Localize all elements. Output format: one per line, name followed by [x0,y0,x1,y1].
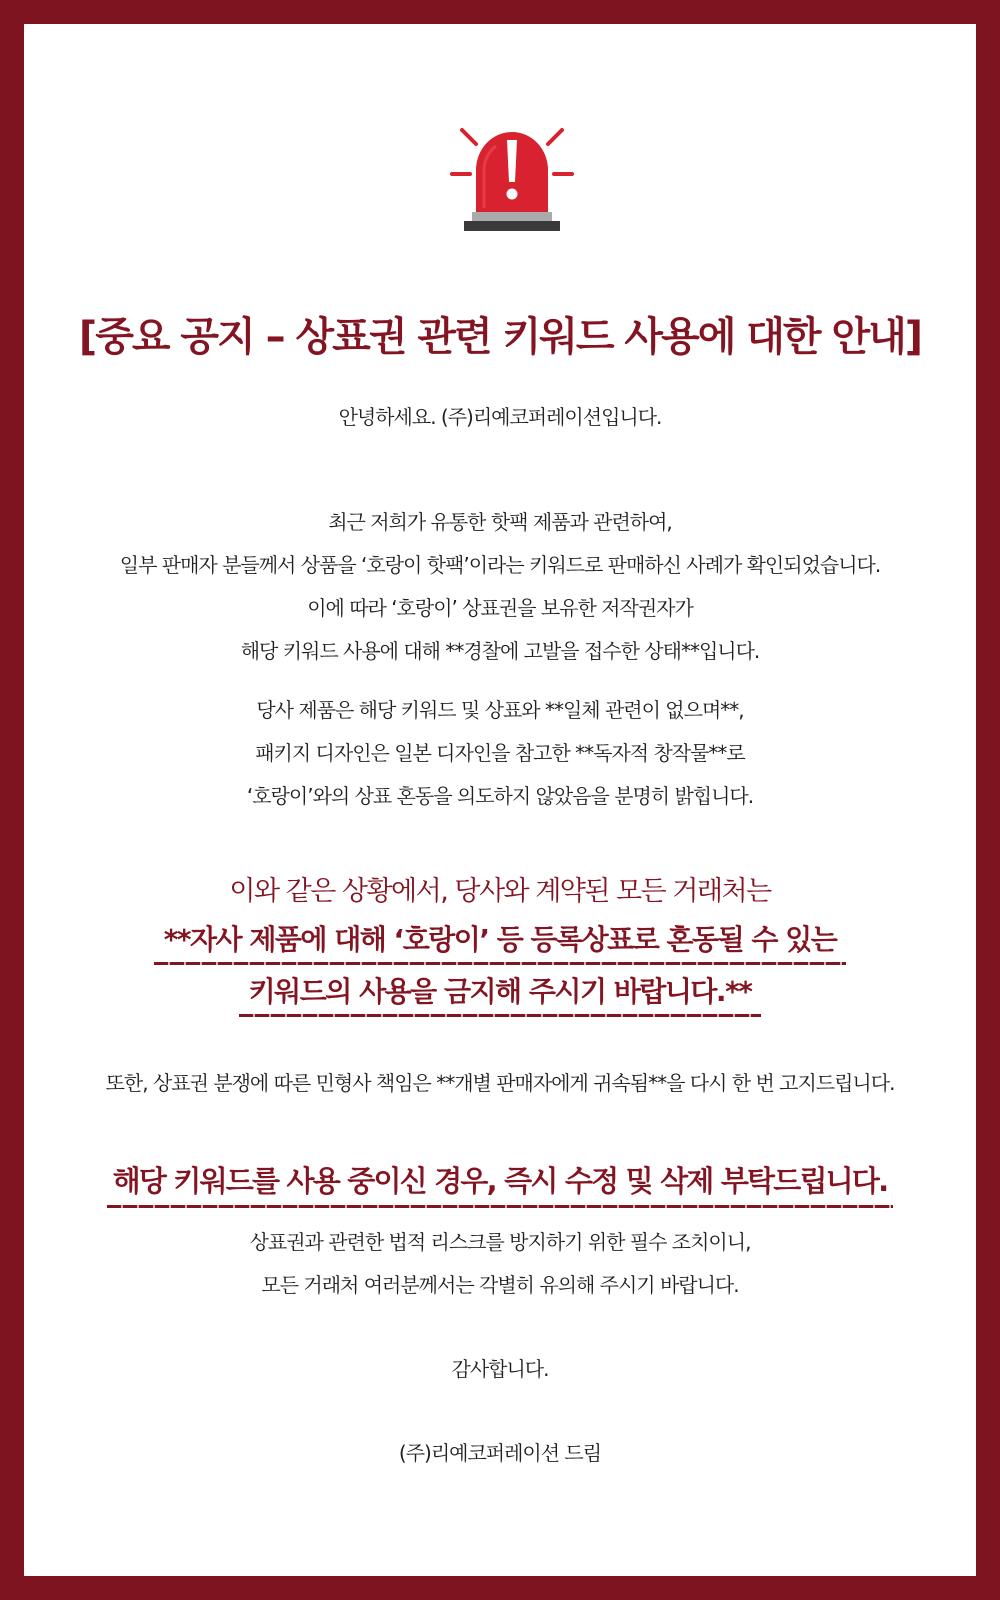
liability-line: 또한, 상표권 분쟁에 따른 민형사 책임은 **개별 판매자에게 귀속됨**을 다시 한 번 고지드립니다. [105,1071,895,1095]
signature-line: (주)리예코퍼레이션 드림 [398,1441,602,1465]
emphasis-bold-text: **자사 제품에 대해 ‘호랑이’ 등 등록상표로 혼동될 수 있는 [154,917,847,965]
notice-title: [중요 공지 – 상표권 관련 키워드 사용에 대한 안내] [78,314,922,360]
liability-notice [24,1062,976,1105]
notice-panel [24,24,976,1576]
thanks [24,1348,976,1391]
emphasis-underlined-line [24,969,976,1021]
paragraph-line: ‘호랑이’와의 상표 혼동을 의도하지 않았음을 분명히 밝힙니다. [246,784,754,808]
thanks-line: 감사합니다. [451,1357,549,1381]
paragraph-disclaimer [24,689,976,818]
signature [24,1432,976,1475]
greeting-line: 안녕하세요. (주)리예코퍼레이션입니다. [338,405,662,429]
urgent-request-text: 해당 키워드를 사용 중이신 경우, 즉시 수정 및 삭제 부탁드립니다. [107,1156,894,1208]
emphasis-block [24,867,976,1021]
emphasis-bold-text: 키워드의 사용을 금지해 주시기 바랍니다.** [239,969,762,1017]
closing-paragraph [24,1221,976,1307]
greeting [24,396,976,439]
closing-line: 상표권과 관련한 법적 리스크를 방지하기 위한 필수 조치이니, [249,1230,751,1254]
paragraph-line: 당사 제품은 해당 키워드 및 상표와 **일체 관련이 없으며**, [256,698,744,722]
paragraph-incident [24,501,976,673]
emphasis-underlined-line [24,917,976,969]
emphasis-line: 이와 같은 상황에서, 당사와 계약된 모든 거래처는 [229,876,771,907]
paragraph-line: 이에 따라 ‘호랑이’ 상표권을 보유한 저작권자가 [307,596,693,620]
paragraph-line: 일부 판매자 분들께서 상품을 ‘호랑이 핫팩’이라는 키워드로 판매하신 사례가 확인되었습니다. [119,553,881,577]
paragraph-line: 패키지 디자인은 일본 디자인을 참고한 **독자적 창작물**로 [255,741,745,765]
paragraph-line: 해당 키워드 사용에 대해 **경찰에 고발을 접수한 상태**입니다. [240,639,760,663]
paragraph-line: 최근 저희가 유통한 핫팩 제품과 관련하여, [328,510,672,534]
siren-alert-icon [444,120,580,244]
closing-line: 모든 거래처 여러분께서는 각별히 유의해 주시기 바랍니다. [261,1273,739,1297]
urgent-request [24,1156,976,1208]
